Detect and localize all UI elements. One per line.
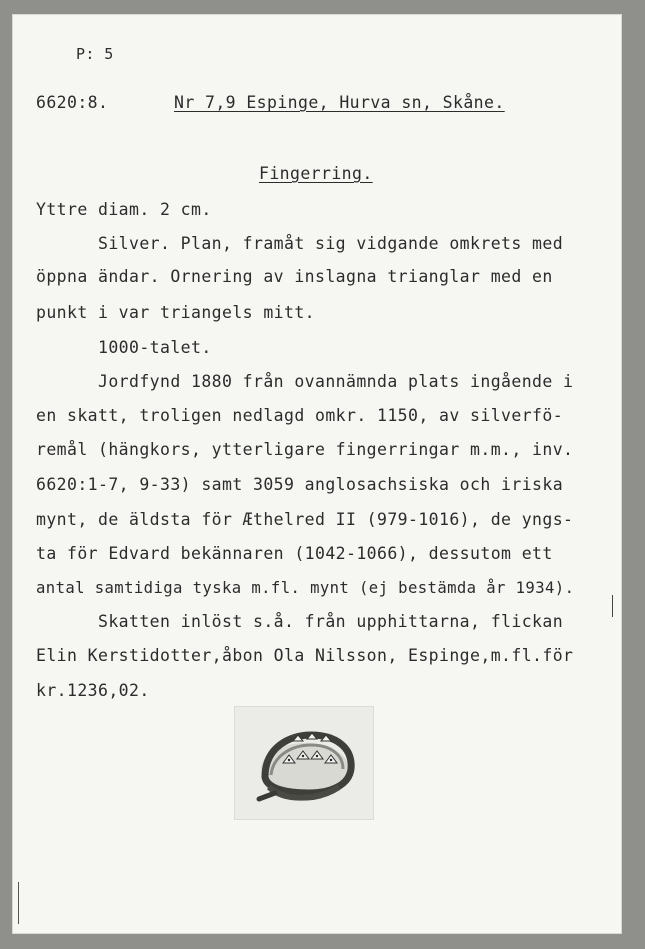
body-line: Skatten inlöst s.å. från upphittarna, flickan <box>36 612 564 631</box>
body-line: Elin Kerstidotter,åbon Ola Nilsson, Espinge,m.fl.för <box>36 646 574 665</box>
body-line: antal samtidiga tyska m.fl. mynt (ej bestämda år 1934). <box>36 579 575 597</box>
body-line: punkt i var triangels mitt. <box>36 303 316 322</box>
body-line: ta för Edvard bekännaren (1042-1066), dessutom ett <box>36 544 553 563</box>
body-line: 1000-talet. <box>36 338 212 357</box>
edge-pencil-mark <box>18 882 19 924</box>
object-title: Fingerring. <box>259 164 373 183</box>
find-location-heading: Nr 7,9 Espinge, Hurva sn, Skåne. <box>174 93 505 112</box>
body-line: Jordfynd 1880 från ovannämnda plats ingående i <box>36 372 574 391</box>
body-line: mynt, de äldsta för Æthelred II (979-1016), de yngs- <box>36 510 574 529</box>
card-marker: P: 5 <box>76 45 114 63</box>
body-line: kr.1236,02. <box>36 681 150 700</box>
body-line: Yttre diam. 2 cm. <box>36 200 212 219</box>
inventory-number: 6620:8. <box>36 93 109 112</box>
body-line: öppna ändar. Ornering av inslagna trianglar med en <box>36 267 553 286</box>
ring-photo <box>234 706 374 820</box>
ring-illustration <box>235 707 373 819</box>
body-line: Silver. Plan, framåt sig vidgande omkrets med <box>36 234 564 253</box>
margin-mark <box>612 595 617 617</box>
body-line: 6620:1-7, 9-33) samt 3059 anglosachsiska och iriska <box>36 475 564 494</box>
body-line: remål (hängkors, ytterligare fingerringar m.m., inv. <box>36 440 574 459</box>
body-line: en skatt, troligen nedlagd omkr. 1150, av silverfö- <box>36 406 564 425</box>
